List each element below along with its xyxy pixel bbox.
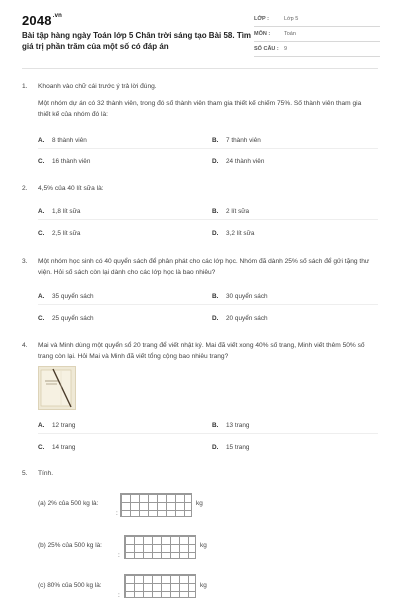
question-3 (22, 256, 378, 328)
option-letter: C. (38, 444, 45, 451)
option-letter: C. (38, 158, 45, 165)
question-5 (22, 468, 378, 482)
option-a[interactable] (38, 206, 80, 217)
option-letter: A. (38, 137, 45, 144)
notebook-pen-icon (39, 367, 75, 409)
option-divider (38, 433, 378, 434)
option-text: 13 trang (226, 422, 250, 429)
calc-item-label: (a) 2% của 500 kg là: (38, 500, 99, 507)
option-c[interactable] (38, 313, 94, 324)
option-text: 12 trang (52, 422, 76, 429)
option-text: 7 thành viên (226, 137, 261, 144)
option-text: 1,8 lít sữa (52, 208, 81, 215)
option-letter: D. (212, 158, 219, 165)
calc-item-unit: kg (196, 500, 203, 507)
question-1 (22, 81, 378, 171)
calc-item-unit: kg (200, 542, 207, 549)
question-stem: Một nhóm dự án có 32 thành viên, trong đó số thành viên tham gia thiết kế chiếm 75%. Số thành viên tham gia thiết kế của nhóm đó là: (38, 100, 362, 118)
meta-class (254, 14, 380, 27)
answer-grid[interactable] (120, 493, 192, 517)
option-d[interactable] (212, 228, 254, 239)
option-a[interactable] (38, 420, 75, 431)
calc-item-label: (b) 25% của 500 kg là: (38, 542, 102, 549)
question-number: 1. (22, 83, 28, 90)
meta-key: SỐ CÂU : (254, 46, 279, 52)
option-text: 2 lít sữa (226, 208, 250, 215)
meta-value: Toán (284, 31, 296, 37)
option-letter: C. (38, 315, 45, 322)
question-text: 4,5% của 40 lít sữa là: (38, 185, 104, 192)
option-letter: B. (212, 137, 219, 144)
notebook-illustration (38, 366, 76, 410)
option-b[interactable] (212, 206, 249, 217)
option-letter: A. (38, 422, 45, 429)
question-text: Khoanh vào chữ cái trước ý trả lời đúng. (38, 83, 157, 90)
question-text: Mai và Minh dùng một quyển sổ 20 trang để viết nhật ký. Mai đã viết xong 40% số trang, Minh viết thêm 50% số trang còn lại. Hỏi Mai và Minh đã viết tổng cộng bao nhiêu trang? (38, 342, 365, 360)
option-letter: A. (38, 293, 45, 300)
calc-item-label: (c) 80% của 500 kg là: (38, 582, 102, 589)
option-letter: B. (212, 293, 219, 300)
option-text: 16 thành viên (52, 158, 91, 165)
calc-item-unit: kg (200, 582, 207, 589)
calc-item-colon: : (118, 552, 120, 559)
question-text: Tính. (38, 470, 54, 477)
option-divider (38, 304, 378, 305)
header-divider (22, 68, 378, 69)
option-text: 25 quyển sách (52, 315, 94, 322)
option-text: 3,2 lít sữa (226, 230, 255, 237)
option-text: 35 quyển sách (52, 293, 94, 300)
logo-suffix: .vn (52, 13, 63, 19)
option-letter: B. (212, 208, 219, 215)
option-text: 20 quyển sách (226, 315, 268, 322)
meta-key: MÔN : (254, 31, 271, 37)
option-letter: B. (212, 422, 219, 429)
option-text: 24 thành viên (226, 158, 265, 165)
question-number: 3. (22, 258, 28, 265)
option-a[interactable] (38, 135, 87, 146)
question-2 (22, 183, 378, 243)
option-letter: D. (212, 315, 219, 322)
worksheet-header (0, 0, 400, 66)
option-d[interactable] (212, 156, 264, 167)
option-a[interactable] (38, 291, 94, 302)
option-text: 30 quyển sách (226, 293, 268, 300)
meta-count (254, 44, 380, 57)
question-text: Một nhóm học sinh có 40 quyển sách để phân phát cho các lớp học. Nhóm đã dành 25% số sách để gửi tặng thư viện. Hỏi số sách còn lại dành cho các lớp học là bao nhiêu? (38, 258, 370, 276)
option-b[interactable] (212, 420, 249, 431)
option-letter: A. (38, 208, 45, 215)
meta-subject (254, 29, 380, 42)
option-text: 8 thành viên (52, 137, 87, 144)
option-letter: C. (38, 230, 45, 237)
option-b[interactable] (212, 291, 268, 302)
option-text: 15 trang (226, 444, 250, 451)
page-title: Bài tập hàng ngày Toán lớp 5 Chân trời sáng tạo Bài 58. Tìm giá trị phần trăm của một số có đáp án (22, 31, 252, 51)
calc-item-colon: : (116, 510, 118, 517)
meta-value: 9 (284, 46, 288, 52)
answer-grid[interactable] (124, 574, 196, 598)
calc-item-colon: : (118, 592, 120, 599)
option-c[interactable] (38, 156, 90, 167)
option-b[interactable] (212, 135, 261, 146)
answer-grid[interactable] (124, 535, 196, 559)
option-d[interactable] (212, 313, 268, 324)
logo-text: 2048 (22, 13, 52, 28)
option-letter: D. (212, 444, 219, 451)
question-number: 2. (22, 185, 28, 192)
option-c[interactable] (38, 228, 80, 239)
option-divider (38, 148, 378, 149)
option-letter: D. (212, 230, 219, 237)
meta-key: LỚP : (254, 16, 269, 22)
meta-value: Lớp 5 (284, 16, 299, 22)
question-number: 4. (22, 342, 28, 349)
option-d[interactable] (212, 442, 249, 453)
option-text: 14 trang (52, 444, 76, 451)
option-divider (38, 219, 378, 220)
option-text: 2,5 lít sữa (52, 230, 81, 237)
question-number: 5. (22, 470, 28, 477)
option-c[interactable] (38, 442, 75, 453)
site-logo[interactable] (22, 13, 62, 28)
